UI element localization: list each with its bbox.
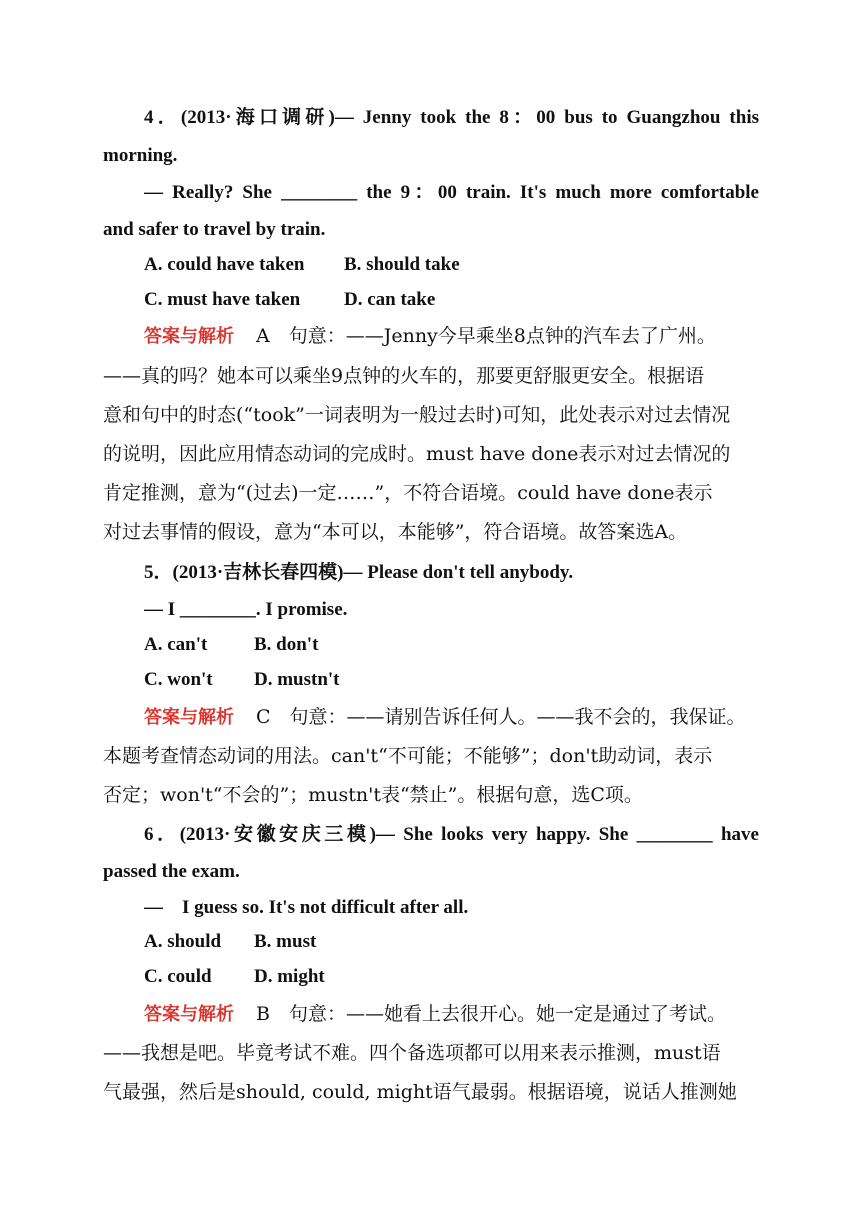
q4-option-a: A. could have taken bbox=[144, 254, 305, 275]
q4-analysis-line5: 肯定推测，意为“(过去)一定……”，不符合语境。could have done表示 bbox=[103, 482, 713, 504]
q4-analysis-line2: ——真的吗？她本可以乘坐9点钟的火车的，那要更舒服更安全。根据语 bbox=[103, 365, 705, 387]
q4-stem-line2: morning. bbox=[103, 145, 178, 166]
q6-analysis-text1: B 句意：——她看上去很开心。她一定是通过了考试。 bbox=[256, 1003, 726, 1025]
q4-stem-line1: 4．(2013·海口调研)— Jenny took the 8：00 bus to Guangzhou this bbox=[144, 107, 759, 128]
q6-dialog-line1: — I guess so. It's not difficult after all. bbox=[144, 897, 469, 918]
q4-options-row1 bbox=[144, 252, 759, 278]
q5-analysis-line1 bbox=[144, 704, 759, 731]
q5-option-d: D. mustn't bbox=[254, 669, 340, 690]
q4-option-d: D. can take bbox=[344, 289, 436, 310]
q5-option-a: A. can't bbox=[144, 634, 208, 655]
q6-analysis-line2: ——我想是吧。毕竟考试不难。四个备选项都可以用来表示推测，must语 bbox=[103, 1042, 721, 1064]
q4-answer-label: 答案与解析 bbox=[144, 326, 234, 347]
q4-option-b: B. should take bbox=[344, 254, 460, 275]
q5-answer-label: 答案与解析 bbox=[144, 707, 234, 728]
q5-analysis-line2: 本题考查情态动词的用法。can't“不可能；不能够”；don't助动词，表示 bbox=[103, 745, 713, 767]
q4-options-row2 bbox=[144, 287, 759, 313]
q6-option-a: A. should bbox=[144, 931, 222, 952]
q6-answer-label: 答案与解析 bbox=[144, 1004, 234, 1025]
q4-analysis-line3: 意和句中的时态(“took”一词表明为一般过去时)可知，此处表示对过去情况 bbox=[103, 404, 731, 426]
q5-options-row2 bbox=[144, 667, 759, 693]
q6-analysis-line3: 气最强，然后是should, could, might语气最弱。根据语境，说话人推测她 bbox=[103, 1081, 737, 1103]
q6-option-b: B. must bbox=[254, 931, 317, 952]
q5-stem-line1: 5．(2013·吉林长春四模)— Please don't tell anybody. bbox=[144, 562, 574, 583]
q6-options-row2 bbox=[144, 964, 759, 990]
q6-options-row1 bbox=[144, 929, 759, 955]
q4-analysis-line1 bbox=[144, 323, 759, 350]
q6-stem-line2: passed the exam. bbox=[103, 861, 240, 882]
q5-analysis-line3: 否定；won't“不会的”；mustn't表“禁止”。根据句意，选C项。 bbox=[103, 784, 643, 806]
q5-dialog-line1: — I ________. I promise. bbox=[144, 599, 348, 620]
q5-analysis-text1: C 句意：——请别告诉任何人。——我不会的，我保证。 bbox=[256, 706, 746, 728]
q5-options-row1 bbox=[144, 632, 759, 658]
q4-analysis-text1: A 句意：——Jenny今早乘坐8点钟的汽车去了广州。 bbox=[256, 325, 716, 347]
q5-option-c: C. won't bbox=[144, 669, 213, 690]
q6-option-c: C. could bbox=[144, 966, 212, 987]
q4-dialog-line1: — Really? She ________ the 9：00 train. It's much more comfortable bbox=[144, 182, 759, 203]
q4-analysis-line6: 对过去事情的假设，意为“本可以，本能够”，符合语境。故答案选A。 bbox=[103, 521, 688, 543]
q4-option-c: C. must have taken bbox=[144, 289, 301, 310]
q4-analysis-line4: 的说明，因此应用情态动词的完成时。must have done表示对过去情况的 bbox=[103, 443, 731, 465]
q6-stem-line1: 6．(2013·安徽安庆三模)— She looks very happy. She ________ have bbox=[144, 824, 759, 845]
q5-option-b: B. don't bbox=[254, 634, 319, 655]
q6-analysis-line1 bbox=[144, 1001, 759, 1028]
q6-option-d: D. might bbox=[254, 966, 325, 987]
q4-dialog-line2: and safer to travel by train. bbox=[103, 219, 326, 240]
